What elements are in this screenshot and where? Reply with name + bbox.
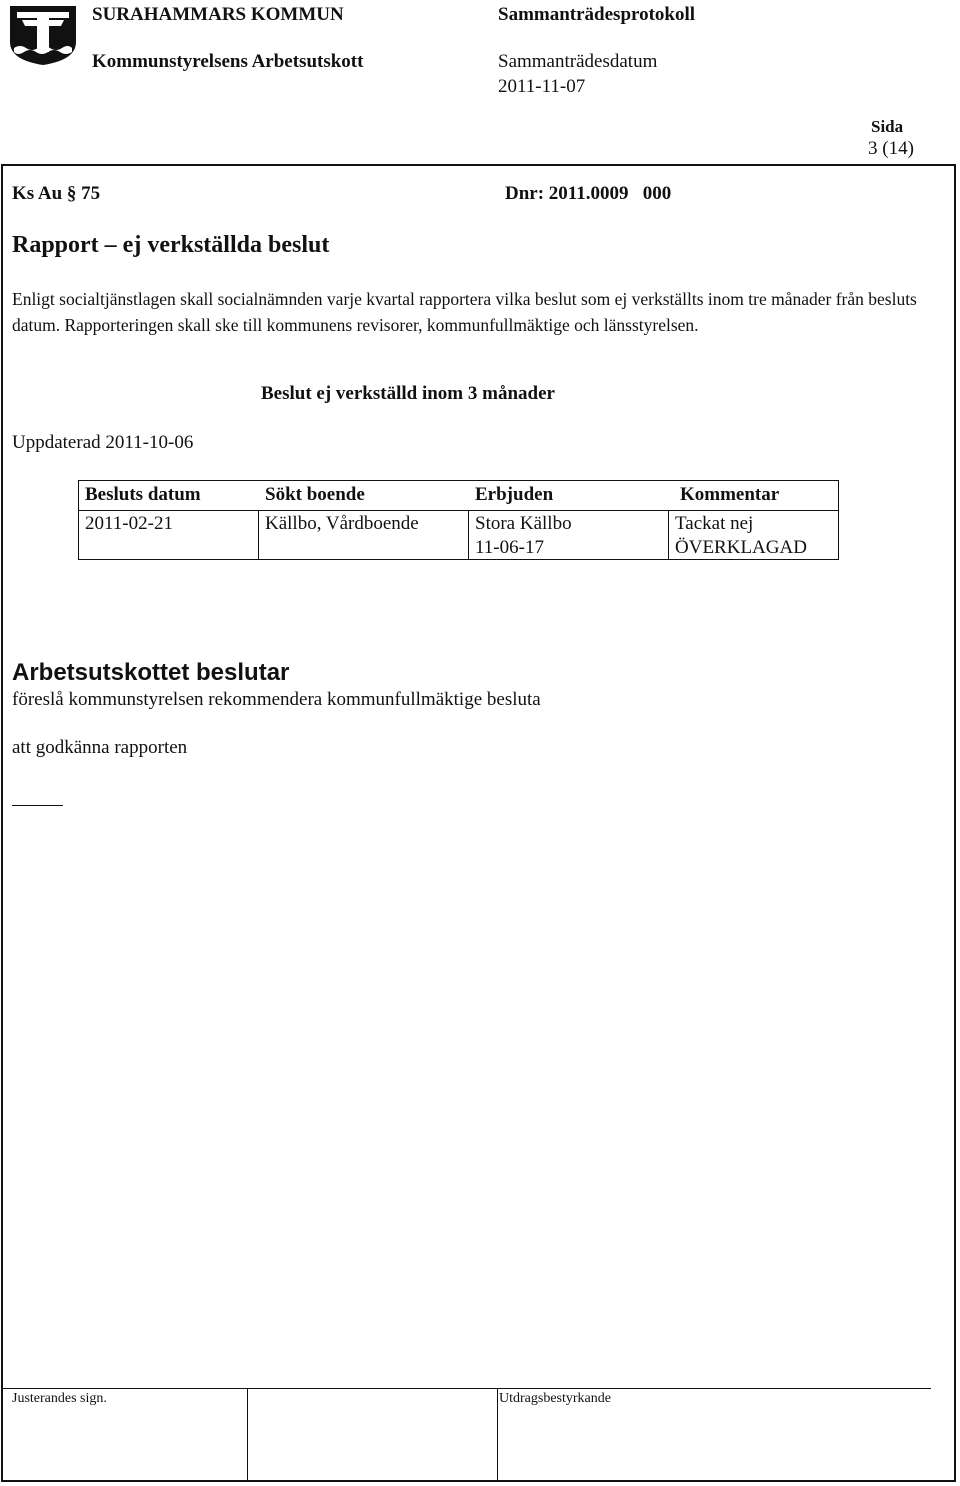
- updated-date: Uppdaterad 2011-10-06: [12, 432, 194, 453]
- extract-certification-label: Utdragsbestyrkande: [499, 1391, 611, 1406]
- cell-erbjuden-line2: 11-06-17: [475, 537, 544, 558]
- diary-number: Dnr: 2011.0009 000: [505, 183, 672, 204]
- column-header-erbjuden: Erbjuden: [475, 484, 554, 505]
- table-column-divider: [668, 510, 669, 559]
- footer-divider: [1, 1388, 931, 1389]
- table-heading: Beslut ej verkställd inom 3 månader: [261, 383, 555, 404]
- footer-column-divider: [247, 1389, 248, 1482]
- column-header-sokt-boende: Sökt boende: [265, 484, 365, 505]
- meeting-date: 2011-11-07: [498, 76, 586, 97]
- municipal-coat-of-arms-logo: [8, 4, 78, 66]
- cell-kommentar-line1: Tackat nej: [675, 513, 754, 534]
- document-type: Sammanträdesprotokoll: [498, 4, 696, 25]
- meeting-date-label: Sammanträdesdatum: [498, 51, 658, 72]
- table-column-divider: [468, 510, 469, 559]
- cell-besluts-datum: 2011-02-21: [85, 513, 173, 534]
- page-number: 3 (14): [868, 138, 914, 159]
- page-label: Sida: [871, 117, 904, 136]
- decision-heading: Arbetsutskottet beslutar: [12, 659, 290, 686]
- decisions-table: [78, 480, 839, 560]
- cell-kommentar-line2: ÖVERKLAGAD: [675, 537, 807, 558]
- section-title: Rapport – ej verkställda beslut: [12, 232, 330, 258]
- cell-erbjuden-line1: Stora Källbo: [475, 513, 572, 534]
- organization-name: SURAHAMMARS KOMMUN: [92, 4, 344, 25]
- table-header-divider: [79, 510, 838, 511]
- adjuster-signature-label: Justerandes sign.: [12, 1391, 107, 1406]
- paragraph-reference: Ks Au § 75: [12, 183, 101, 204]
- page-frame: [1, 164, 956, 1482]
- intro-paragraph: Enligt socialtjänstlagen skall socialnämnden varje kvartal rapportera vilka beslut som ej verkställts inom tre månader från besluts datum. Rapporteringen skall ske till kommunens revisorer, kommunfullmäktige och länsstyrelsen.: [12, 289, 917, 335]
- column-header-kommentar: Kommentar: [680, 484, 780, 505]
- decision-clause: att godkänna rapporten: [12, 737, 188, 758]
- board-name: Kommunstyrelsens Arbetsutskott: [92, 51, 364, 72]
- column-header-besluts-datum: Besluts datum: [85, 484, 201, 505]
- footer-column-divider: [497, 1389, 498, 1482]
- decision-text: föreslå kommunstyrelsen rekommendera kommunfullmäktige besluta: [12, 689, 541, 710]
- table-column-divider: [258, 510, 259, 559]
- end-rule: [12, 805, 63, 806]
- cell-sokt-boende: Källbo, Vårdboende: [265, 513, 419, 534]
